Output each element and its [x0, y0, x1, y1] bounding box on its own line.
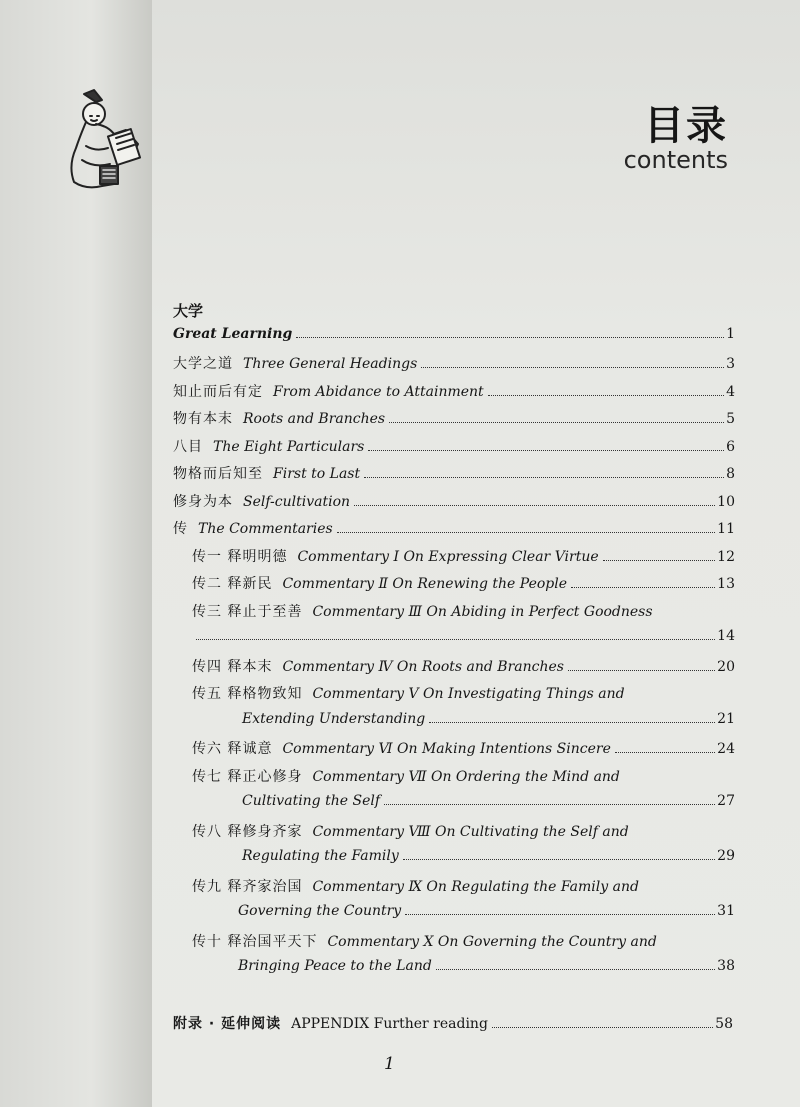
toc-entry-en: Commentary Ⅹ On Governing the Country and [327, 934, 657, 950]
toc-entry-en: APPENDIX Further reading [291, 1016, 488, 1032]
toc-entry[interactable] [238, 903, 735, 925]
leader-dots [603, 560, 716, 561]
toc-entry-zh: 传七 释正心修身 [192, 769, 303, 785]
toc-entry-zh: 物格而后知至 [173, 466, 263, 482]
toc-entry-zh: 传四 释本末 [192, 659, 273, 675]
toc-entry-zh: 八目 [173, 439, 203, 455]
contents-title-zh: 目录 [644, 103, 728, 149]
toc-entry-zh: 物有本末 [173, 411, 233, 427]
toc-entry-en: Commentary Ⅴ On Investigating Things and [312, 686, 625, 702]
toc-entry[interactable] [242, 848, 735, 870]
toc-entry-page: 27 [717, 793, 735, 809]
toc-entry-en: Commentary Ⅶ On Ordering the Mind and [312, 769, 620, 785]
toc-entry-en: First to Last [273, 466, 361, 482]
toc-entry-page: 31 [717, 903, 735, 919]
toc-entry-zh: 传一 释明明德 [192, 549, 288, 565]
toc-entry[interactable] [192, 656, 735, 678]
toc-entry[interactable] [173, 436, 735, 458]
leader-dots [571, 587, 715, 588]
leader-dots [403, 859, 715, 860]
toc-entry-zh: 附录 · 延伸阅读 [173, 1016, 282, 1032]
toc-entry-appendix[interactable] [173, 1013, 733, 1035]
leader-dots [436, 969, 715, 970]
toc-entry[interactable] [173, 463, 735, 485]
contents-heading [624, 104, 728, 172]
leader-dots [384, 804, 715, 805]
toc-entry-page: 3 [726, 356, 735, 372]
toc-entry[interactable] [173, 491, 735, 513]
toc-entry-page: 14 [717, 628, 735, 644]
toc-entry-en: From Abidance to Attainment [273, 384, 484, 400]
toc-entry[interactable] [173, 518, 735, 540]
toc-entry[interactable] [238, 958, 735, 980]
toc-entry-en: Commentary Ⅷ On Cultivating the Self and [312, 824, 629, 840]
toc-entry-en: Governing the Country [238, 903, 402, 919]
toc-entry-en: Regulating the Family [242, 848, 399, 864]
toc-entry-en: The Commentaries [198, 521, 333, 537]
toc-entry-page: 38 [717, 958, 735, 974]
toc-entry-zh: 知止而后有定 [173, 384, 263, 400]
toc-entry-page: 21 [717, 711, 735, 727]
toc-entry[interactable] [192, 738, 735, 760]
toc-entry-zh: 传六 释诚意 [192, 741, 273, 757]
leader-dots [568, 670, 715, 671]
toc-entry[interactable] [192, 628, 735, 650]
toc-entry[interactable] [242, 711, 735, 733]
toc-entry-page: 20 [717, 659, 735, 675]
toc-entry[interactable] [242, 793, 735, 815]
toc-entry-page: 8 [726, 466, 735, 482]
leader-dots [429, 722, 715, 723]
toc-entry-en: Cultivating the Self [242, 793, 381, 809]
toc-entry-page: 6 [726, 439, 735, 455]
toc-entry[interactable] [192, 546, 735, 568]
toc-entry[interactable] [173, 381, 735, 403]
leader-dots [364, 477, 724, 478]
toc-entry-en: Bringing Peace to the Land [238, 958, 432, 974]
toc-entry-en: Commentary Ⅳ On Roots and Branches [282, 659, 564, 675]
scholar-reading-illustration [56, 86, 146, 196]
toc-entry[interactable] [173, 353, 735, 375]
toc-entry[interactable] [192, 876, 735, 898]
leader-dots [354, 505, 715, 506]
toc-entry-en: Three General Headings [243, 356, 418, 372]
toc-entry[interactable] [192, 931, 735, 953]
toc-entry-page: 11 [717, 521, 735, 537]
toc-entry-page: 5 [726, 411, 735, 427]
leader-dots [492, 1027, 713, 1028]
toc-entry[interactable] [173, 326, 735, 348]
leader-dots [421, 367, 724, 368]
toc-entry-zh: 大学之道 [173, 356, 233, 372]
section-title: 大学 [173, 302, 204, 320]
toc-entry-en: Commentary Ⅰ On Expressing Clear Virtue [297, 549, 599, 565]
leader-dots [196, 639, 715, 640]
toc-entry-zh: 传二 释新民 [192, 576, 273, 592]
toc-entry-page: 29 [717, 848, 735, 864]
toc-entry[interactable] [192, 766, 735, 788]
toc-entry-page: 58 [715, 1016, 733, 1032]
leader-dots [337, 532, 715, 533]
toc-entry-en: The Eight Particulars [213, 439, 365, 455]
contents-title-en: contents [623, 146, 728, 174]
toc-entry-page: 13 [717, 576, 735, 592]
leader-dots [615, 752, 715, 753]
toc-entry[interactable] [173, 408, 735, 430]
leader-dots [488, 395, 724, 396]
leader-dots [389, 422, 724, 423]
toc-entry-en: Great Learning [173, 326, 293, 342]
toc-entry-en: Commentary Ⅲ On Abiding in Perfect Goodness [312, 604, 653, 620]
toc-entry[interactable] [192, 683, 735, 705]
toc-entry-zh: 传五 释格物致知 [192, 686, 303, 702]
toc-entry-en: Extending Understanding [242, 711, 426, 727]
toc-entry-page: 10 [717, 494, 735, 510]
page-number: 1 [384, 1054, 395, 1074]
toc-entry-page: 1 [726, 326, 735, 342]
toc-entry-page: 12 [717, 549, 735, 565]
toc-entry-en: Roots and Branches [243, 411, 386, 427]
leader-dots [368, 450, 724, 451]
toc-entry-zh: 传十 释治国平天下 [192, 934, 318, 950]
toc-entry-zh: 修身为本 [173, 494, 233, 510]
toc-entry-zh: 传 [173, 521, 188, 537]
leader-dots [296, 337, 724, 338]
toc-entry-zh: 传八 释修身齐家 [192, 824, 303, 840]
toc-entry-zh: 传三 释止于至善 [192, 604, 303, 620]
toc-entry-page: 4 [726, 384, 735, 400]
toc-entry[interactable] [192, 601, 735, 623]
toc-entry-en: Self-cultivation [243, 494, 351, 510]
toc-entry-en: Commentary Ⅸ On Regulating the Family and [312, 879, 639, 895]
leader-dots [405, 914, 715, 915]
toc-entry-en: Commentary Ⅵ On Making Intentions Sincere [282, 741, 611, 757]
toc-entry-en: Commentary Ⅱ On Renewing the People [282, 576, 568, 592]
toc-entry-zh: 传九 释齐家治国 [192, 879, 303, 895]
toc-entry[interactable] [192, 821, 735, 843]
toc-entry-page: 24 [717, 741, 735, 757]
toc-entry[interactable] [192, 573, 735, 595]
